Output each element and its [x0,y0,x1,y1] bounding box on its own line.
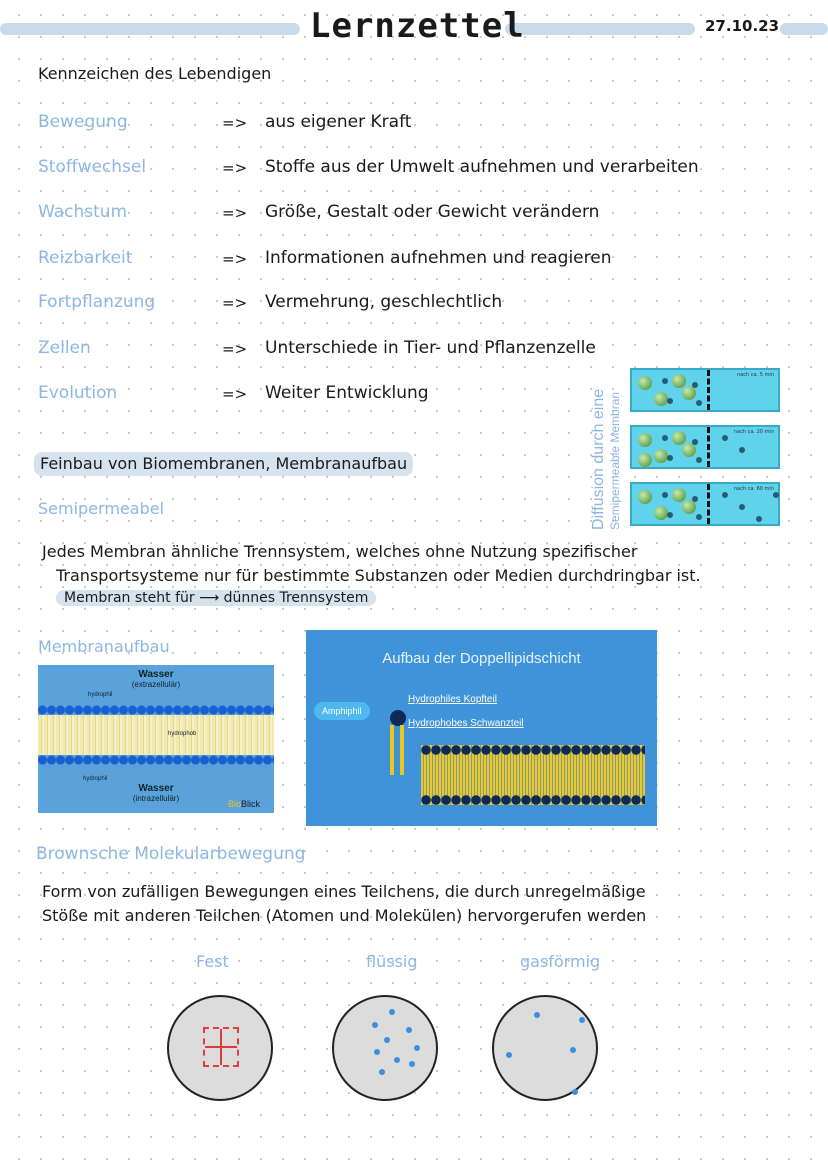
hydrophil-top-label: hydrophil [88,692,113,698]
label-kopfteil: Hydrophiles Kopfteil [408,694,497,705]
definition-text: aus eigener Kraft [265,112,412,132]
subheading-membranaufbau: Membranaufbau [38,637,170,656]
diffusion-label-line2: Semipermeable Membran [608,391,622,530]
page-title: Lernzettel [310,6,525,46]
diffusion-label-line1: Diffusion durch eine [590,388,607,530]
state-label-gasfoermig: gasförmig [520,952,601,971]
state-label-fest: Fest [196,952,229,971]
section-heading-kennzeichen: Kennzeichen des Lebendigen [38,64,272,83]
term-label: Bewegung [38,112,128,132]
water-top-label: Wasser [138,669,174,680]
water-top-sub: (extrazellulär) [131,680,181,689]
head-icon [390,710,406,726]
water-bottom-label: Wasser [138,783,174,794]
bullet-line: Jedes Membran ähnliche Trennsystem, welches ohne Nutzung spezifischer [42,542,638,561]
logo-text: Blick [241,799,261,809]
term-label: Wachstum [38,202,128,222]
panel-time-label: nach ca. 60 min [733,486,774,492]
arrow-icon: => [222,250,248,268]
arrow-icon: => [222,294,248,312]
panel-time-label: nach ca. 20 min [733,429,774,435]
term-label: Fortpflanzung [38,292,156,312]
membrane-image [38,665,274,813]
water-bottom-sub: (intrazellulär) [132,794,180,803]
diffusion-panel [630,425,780,469]
tail-icon [400,725,404,775]
arrow-icon: => [222,385,248,403]
liquid-particles [332,995,438,1101]
term-label: Zellen [38,338,91,358]
definition-text: Unterschiede in Tier- und Pflanzenzelle [265,338,596,358]
semipermeabel-definition [42,540,701,588]
arrow-icon: => [222,159,248,177]
state-label-fluessig: flüssig [366,952,418,971]
diffusion-panel [630,482,780,526]
label-schwanzteil: Hydrophobes Schwanzteil [408,718,524,729]
brown-definition [42,880,646,928]
bullet-line: Transportsysteme nur für bestimmte Substanzen oder Medien durchdringbar ist. [56,566,701,585]
definition-text: Größe, Gestalt oder Gewicht verändern [265,202,600,222]
bullet-line: Stöße mit anderen Teilchen (Atomen und Molekülen) hervorgerufen werden [42,906,647,925]
definition-text: Weiter Entwicklung [265,383,429,403]
head-row-top [38,705,274,715]
lattice-icon [203,1027,239,1067]
subheading-semipermeabel: Semipermeabel [38,499,165,518]
bilayer-title: Aufbau der Doppellipidschicht [382,650,581,667]
diffusion-panel [630,368,780,412]
header-bar-left [0,23,300,35]
term-label: Evolution [38,383,118,403]
section-heading-feinbau: Feinbau von Biomembranen, Membranaufbau [34,452,413,476]
amphiphil-bubble: Amphiphil [314,702,370,720]
definition-text: Stoffe aus der Umwelt aufnehmen und verarbeiten [265,157,699,177]
bilayer-image [306,630,657,826]
bilayer [421,745,645,805]
definition-text: Vermehrung, geschlechtlich [265,292,503,312]
subheading-brown: Brownsche Molekularbewegung [36,844,306,864]
tail-icon [390,725,394,775]
panel-time-label: nach ca. 5 min [737,372,774,378]
hydrophil-bottom-label: hydrophil [83,776,108,782]
term-label: Reizbarkeit [38,248,133,268]
head-row-bottom [38,755,274,765]
solid-particles [167,995,273,1101]
membran-note: Membran steht für ⟶ dünnes Trennsystem [56,590,376,606]
arrow-icon: => [222,114,248,132]
term-label: Stoffwechsel [38,157,147,177]
lipid-tails [38,715,274,755]
header-bar-right [780,23,828,35]
definition-text: Informationen aufnehmen und reagieren [265,248,612,268]
gas-particles [492,995,598,1101]
hydrophob-label: hydrophob [168,731,197,737]
logo-prefix: Bio [228,799,242,809]
date: 27.10.23 [705,17,780,35]
header-bar-mid [505,23,695,35]
arrow-icon: => [222,204,248,222]
bioblick-logo [228,799,260,809]
bullet-line: Form von zufälligen Bewegungen eines Teilchens, die durch unregelmäßige [42,882,646,901]
arrow-icon: => [222,340,248,358]
diffusion-label [590,358,622,530]
